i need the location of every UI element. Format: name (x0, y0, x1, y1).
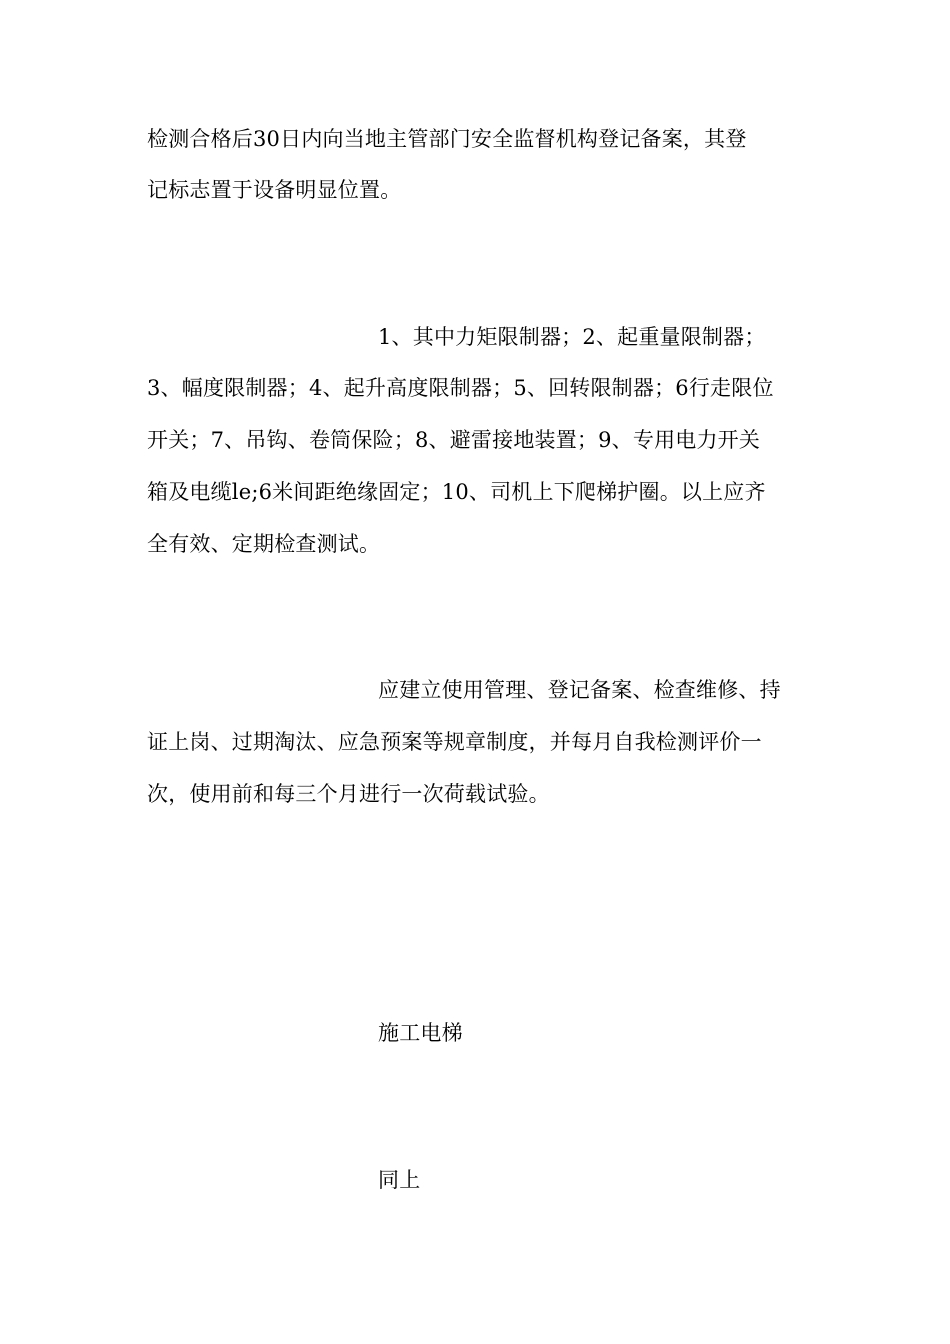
paragraph-line: 3、幅度限制器；4、起升高度限制器；5、回转限制器；6行走限位 (147, 376, 774, 400)
paragraph-line: 开关；7、吊钩、卷筒保险；8、避雷接地装置；9、专用电力开关 (147, 428, 761, 452)
paragraph-line: 记标志置于设备明显位置。 (147, 178, 402, 202)
paragraph-line: 全有效、定期检查测试。 (147, 532, 381, 556)
paragraph-line: 应建立使用管理、登记备案、检查维修、持 (378, 678, 781, 702)
paragraph-line: 箱及电缆le;6米间距绝缘固定；10、司机上下爬梯护圈。以上应齐 (147, 480, 766, 504)
paragraph-line: 1、其中力矩限制器；2、起重量限制器； (378, 325, 766, 349)
item-name: 施工电梯 (378, 1021, 463, 1045)
paragraph-line: 证上岗、过期淘汰、应急预案等规章制度，并每月自我检测评价一 (147, 730, 762, 754)
paragraph-line: 次，使用前和每三个月进行一次荷载试验。 (147, 782, 550, 806)
item-note: 同上 (378, 1168, 421, 1192)
paragraph-line: 检测合格后30日内向当地主管部门安全监督机构登记备案，其登 (147, 127, 747, 151)
